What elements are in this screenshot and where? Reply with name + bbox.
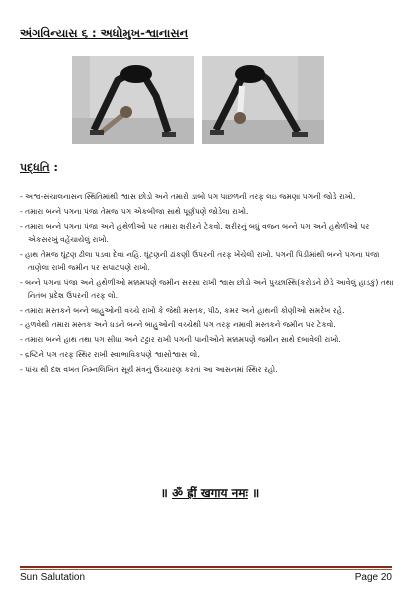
footer-divider-thin — [20, 569, 392, 570]
step-item: - દ્રષ્ટિને પગ તરફ સ્થિર રાખી સ્વાભાવિકપણે શ્વાસોશ્વાસ લો. — [20, 349, 200, 359]
pose-photo-side — [202, 56, 324, 144]
pose-photo-front — [72, 56, 194, 144]
step-item: - તમારા બન્ને પગના પંજા તેમજ પગ એકબીજા સાથે પૂર્ણપણે જોડેલા રાખો. — [20, 206, 249, 216]
step-item: - તમારા બન્ને પગના પંજા અને હથેળીઓ પર તમારા શરીરને ટેકવો. શરીરનું બધું વજન બન્ને પગ અને હથેળીઓ પર એકસરખું વહેંચાયેલું રાખો. — [20, 221, 370, 244]
step-item: - તમારા મસ્તકને બન્ને બાહુઓની વચ્ચે રાખો કે જેથી મસ્તક, પીઠ, કમર અને હાથની કોણીઓ સમરેખ રહે. — [20, 305, 345, 315]
footer-divider — [20, 566, 392, 568]
step-item: - તમારા બન્ને હાથ તથા પગ સીધા અને ટટ્ટાર રાખી પગની પાનીઓને મક્કમપણે જમીન સાથે દબાવેલી રાખો. — [20, 335, 341, 345]
mantra-close-mark: ॥ — [252, 486, 260, 500]
step-item: - બન્ને પગના પંજા અને હથેળીઓ મક્કમપણે જમીન સરસા રાખી શ્વાસ છોડો અને પુચ્છાસ્થિ(કરોડને છેડે આવેલું હાડકું) તથા નિતંબ પ્રદેશ ઉપરની તરફ લો. — [20, 277, 394, 300]
steps-list — [20, 190, 400, 378]
step-item: - પાંચ થી દશ વખત નિમ્નલિખિત સૂર્ય મંત્રનું ઉચ્ચારણ કરતાં આ આસનમાં સ્થિર રહો. — [20, 364, 278, 374]
pose-photos — [72, 56, 324, 144]
step-item: - હાથ તેમજ ઘૂંટણ ઢીલા પડવા દેવા નહિ. ઘૂંટણની ઢાંકણી ઉપરની તરફ ખેંચેલી રાખો. પગની પિંડીમાંથી બન્ને પગના પંજા તાણેલા રાખી જમીન પર સપાટપણે રાખો. — [20, 249, 380, 272]
method-heading-colon: : — [53, 161, 58, 174]
method-heading-word: પદ્ધતિ — [20, 161, 50, 174]
mantra — [0, 484, 420, 501]
page-number: Page 20 — [354, 572, 392, 583]
footer-title: Sun Salutation — [20, 572, 86, 583]
method-heading — [20, 161, 58, 175]
mantra-open-mark: ॥ — [160, 486, 168, 500]
mantra-text: ॐ ह्रीं खगाय नमः — [172, 486, 248, 500]
step-item: - હળવેથી તમારા મસ્તક અને ધડને બન્ને બાહુઓની વચ્ચેથી પગ તરફ નમાવી મસ્તકને જમીન પર ટેકવો. — [20, 320, 336, 330]
page-title: અંગવિન્યાસ ૬ : અધોમુખ-શ્વાનાસન — [20, 26, 189, 40]
step-item: - અશ્વ-સંચાલનાસન સ્થિતિમાંથી શ્વાસ છોડો અને તમારો ડાબો પગ પાછળની તરફ લઇ જમણા પગની જોડે રાખો. — [20, 192, 356, 201]
